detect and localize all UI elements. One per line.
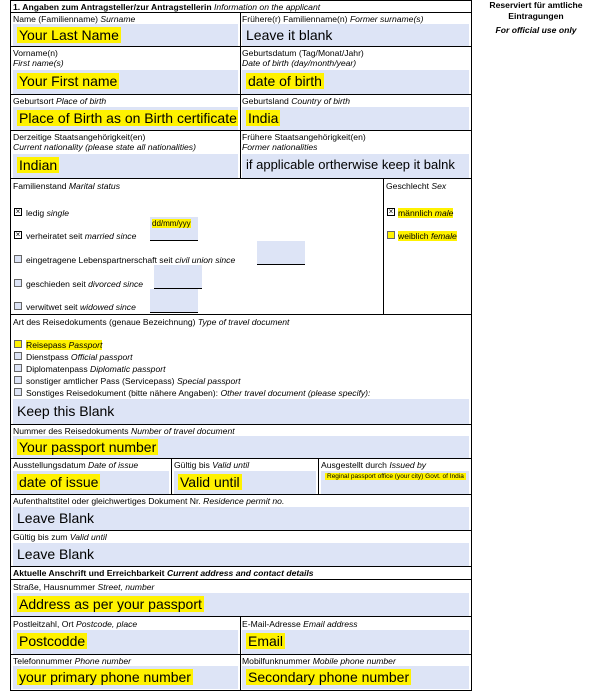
dob-label-de: Geburtsdatum (Tag/Monat/Jahr) <box>242 48 364 58</box>
partnership-since-field[interactable] <box>257 241 305 265</box>
single-label: ledig single <box>26 208 70 218</box>
email-cell <box>240 617 471 655</box>
surname-label: Name (Familienname) Surname <box>13 14 136 24</box>
pob-cell <box>11 95 240 131</box>
column-divider-bottom <box>240 617 241 690</box>
partnership-label: eingetragene Lebenspartnerschaft seit civil union since <box>26 255 236 265</box>
residence-permit-label: Aufenthaltstitel oder gleichwertiges Dokument Nr. Residence permit no. <box>13 496 285 506</box>
official-passport-label: Dienstpass Official passport <box>26 352 133 362</box>
surname-field[interactable]: Your Last Name <box>13 24 238 46</box>
applicant-form <box>10 0 472 691</box>
nationality-cell <box>11 131 240 179</box>
passport-label: Reisepass Passport <box>26 340 103 350</box>
special-passport-checkbox[interactable] <box>14 376 22 384</box>
nationality-label-de: Derzeitige Staatsangehörigkeit(en) <box>13 132 146 142</box>
street-label: Straße, Hausnummer Street, number <box>13 582 155 592</box>
divorced-checkbox[interactable] <box>14 279 22 287</box>
pob-label: Geburtsort Place of birth <box>13 96 107 106</box>
postcode-label: Postleitzahl, Ort Postcode, place <box>13 619 138 629</box>
first-name-field[interactable]: Your First name <box>13 70 238 94</box>
pob-field[interactable]: Place of Birth as on Birth certificate <box>13 107 238 130</box>
widowed-label: verwitwet seit widowed since <box>26 302 136 312</box>
issue-date-field[interactable]: date of issue <box>13 471 169 494</box>
email-field[interactable]: Email <box>242 630 469 654</box>
dob-label-en: Date of birth (day/month/year) <box>242 58 357 68</box>
other-doc-label: Sonstiges Reisedokument (bitte nähere Angaben): Other travel document (please specify): <box>26 388 371 398</box>
official-use-de: Reserviert für amtliche Eintragungen <box>489 0 583 21</box>
issued-by-label: Ausgestellt durch Issued by <box>321 460 427 470</box>
residence-valid-field[interactable]: Leave Blank <box>13 543 469 566</box>
former-nationality-field[interactable]: if applicable ortherwise keep it balnk <box>242 154 469 178</box>
sex-cell <box>384 179 471 315</box>
mobile-field[interactable]: Secondary phone number <box>242 666 469 689</box>
widowed-since-field[interactable] <box>150 289 198 313</box>
residence-valid-cell <box>11 531 471 567</box>
male-checkbox[interactable]: × <box>388 207 394 216</box>
doc-number-cell <box>11 425 471 459</box>
email-label: E-Mail-Adresse Email address <box>242 619 358 629</box>
dob-cell <box>240 47 471 95</box>
street-cell <box>11 580 471 617</box>
surname-cell <box>11 13 240 47</box>
married-since-field[interactable]: dd/mm/yyy <box>150 217 198 241</box>
cob-label: Geburtsland Country of birth <box>242 96 350 106</box>
doc-number-label: Nummer des Reisedokuments Number of travel document <box>13 426 235 436</box>
former-surname-field[interactable]: Leave it blank <box>242 24 469 46</box>
first-name-label-de: Vorname(n) <box>13 48 58 58</box>
married-label: verheiratet seit married since <box>26 231 137 241</box>
marital-status-cell <box>11 179 383 315</box>
cob-cell <box>240 95 471 131</box>
address-section-title: Aktuelle Anschrift und Erreichbarkeit Current address and contact details <box>13 568 314 578</box>
postcode-field[interactable]: Postcodde <box>13 630 238 654</box>
residence-valid-label: Gültig bis zum Valid until <box>13 532 107 542</box>
official-use-en: For official use only <box>495 25 577 35</box>
residence-permit-cell <box>11 495 471 531</box>
phone-label: Telefonnummer Phone number <box>13 656 132 666</box>
former-nationality-label-en: Former nationalities <box>242 142 318 152</box>
other-doc-checkbox[interactable] <box>14 388 22 396</box>
residence-permit-field[interactable]: Leave Blank <box>13 507 469 530</box>
divorced-since-field[interactable] <box>154 265 202 289</box>
valid-until-cell <box>172 459 318 495</box>
issue-date-label: Ausstellungsdatum Date of issue <box>13 460 139 470</box>
sex-label: Geschlecht Sex <box>386 181 447 191</box>
cob-field[interactable]: India <box>242 107 469 130</box>
official-passport-checkbox[interactable] <box>14 352 22 360</box>
nationality-field[interactable]: Indian <box>13 154 238 178</box>
diplomatic-passport-label: Diplomatenpass Diplomatic passport <box>26 364 166 374</box>
diplomatic-passport-checkbox[interactable] <box>14 364 22 372</box>
doc-number-field[interactable]: Your passport number <box>13 436 469 458</box>
male-label: männlich male <box>398 208 454 218</box>
married-checkbox[interactable]: × <box>15 230 21 239</box>
section-header <box>11 1 471 13</box>
other-doc-field[interactable]: Keep this Blank <box>13 399 469 424</box>
mobile-label: Mobilfunknummer Mobile phone number <box>242 656 396 666</box>
female-label: weiblich female <box>398 231 457 241</box>
nationality-label-en: Current nationality (please state all nationalities) <box>13 142 196 152</box>
former-nationality-cell <box>240 131 471 179</box>
section-title: 1. Angaben zum Antragsteller/zur Antragstellerin Information on the applicant <box>13 2 321 12</box>
street-field[interactable]: Address as per your passport <box>13 593 469 616</box>
first-name-cell <box>11 47 240 95</box>
dob-field[interactable]: date of birth <box>242 70 469 94</box>
valid-until-field[interactable]: Valid until <box>174 471 316 494</box>
divorced-label: geschieden seit divorced since <box>26 279 144 289</box>
issue-date-cell <box>11 459 171 495</box>
issued-by-field[interactable]: Reginal passport office (your city) Govt. of India <box>321 471 469 494</box>
widowed-checkbox[interactable] <box>14 302 22 310</box>
travel-doc-cell <box>11 315 471 425</box>
travel-doc-label: Art des Reisedokuments (genaue Bezeichnung) Type of travel document <box>13 317 290 327</box>
postcode-cell <box>11 617 240 655</box>
first-name-label-en: First name(s) <box>13 58 64 68</box>
address-section-header <box>11 567 471 580</box>
female-checkbox[interactable] <box>387 231 395 239</box>
mobile-cell <box>240 655 471 690</box>
phone-field[interactable]: your primary phone number <box>13 666 238 689</box>
partnership-checkbox[interactable] <box>14 255 22 263</box>
single-checkbox[interactable]: × <box>15 207 21 216</box>
former-nationality-label-de: Frühere Staatsangehörigkeit(en) <box>242 132 366 142</box>
passport-checkbox[interactable] <box>14 340 22 348</box>
special-passport-label: sonstiger amtlicher Pass (Servicepass) Special passport <box>26 376 241 386</box>
phone-cell <box>11 655 240 690</box>
former-surname-label: Frühere(r) Familienname(n) Former surname(s) <box>242 14 424 24</box>
issued-by-cell <box>319 459 471 495</box>
column-divider-top <box>240 13 241 179</box>
valid-until-label: Gültig bis Valid until <box>174 460 250 470</box>
official-use-box <box>472 0 600 36</box>
marital-status-label: Familienstand Marital status <box>13 181 120 191</box>
former-surname-cell <box>240 13 471 47</box>
